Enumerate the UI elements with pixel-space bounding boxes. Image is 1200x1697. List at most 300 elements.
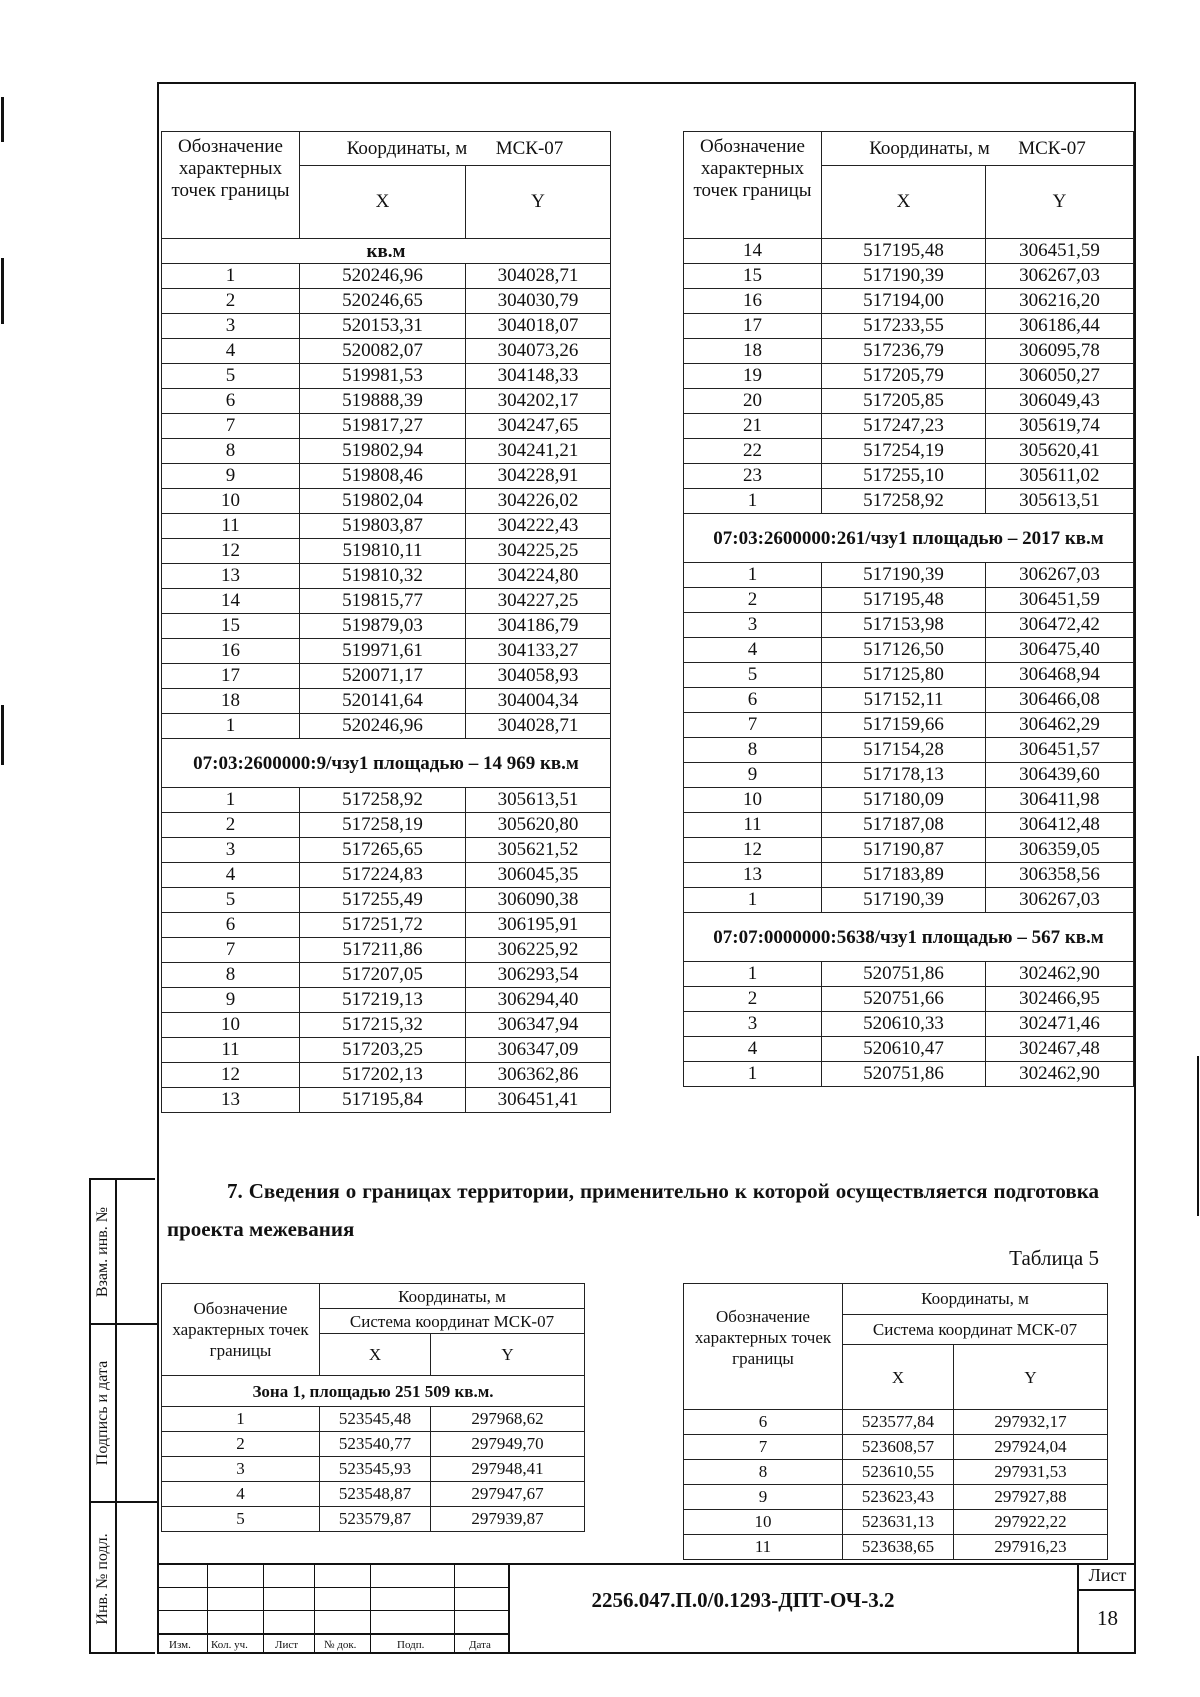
- coord-x: 523545,93: [320, 1457, 431, 1482]
- table-row: [684, 264, 1134, 289]
- coord-y: 297968,62: [431, 1407, 585, 1432]
- stamp-ndok: № док.: [324, 1639, 357, 1651]
- point-number: 6: [684, 688, 822, 713]
- table-row: [684, 688, 1134, 713]
- side-cell-vzam: [91, 1180, 157, 1325]
- point-number: 1: [162, 1407, 320, 1432]
- point-number: 13: [162, 564, 300, 589]
- table-row: [684, 314, 1134, 339]
- point-number: 1: [162, 714, 300, 739]
- table-row: [162, 1482, 585, 1507]
- coord-y: 302462,90: [986, 962, 1134, 987]
- table-row: [684, 738, 1134, 763]
- coord-y: 304241,21: [466, 439, 611, 464]
- coord-y: 304227,25: [466, 589, 611, 614]
- coord-x: 520246,96: [300, 264, 466, 289]
- coord-y: 297947,67: [431, 1482, 585, 1507]
- point-number: 1: [684, 563, 822, 588]
- coord-y: 306362,86: [466, 1063, 611, 1088]
- scan-mark: [1, 258, 4, 324]
- coord-y: 305619,74: [986, 414, 1134, 439]
- table-row: [162, 1432, 585, 1457]
- coord-y: 306347,09: [466, 1038, 611, 1063]
- point-number: 8: [684, 1460, 843, 1485]
- t5-header-coords: Координаты, м: [843, 1284, 1108, 1315]
- t5-header-y: Y: [954, 1345, 1108, 1410]
- table-row: [684, 289, 1134, 314]
- point-number: 8: [162, 963, 300, 988]
- coord-y: 305620,41: [986, 439, 1134, 464]
- coord-x: 520610,47: [822, 1037, 986, 1062]
- point-number: 7: [684, 713, 822, 738]
- t5-header-y: Y: [431, 1334, 585, 1376]
- coord-y: 297922,22: [954, 1510, 1108, 1535]
- table-row: [684, 1460, 1108, 1485]
- coord-x: 517190,39: [822, 888, 986, 913]
- point-number: 14: [684, 239, 822, 264]
- coord-x: 517159,66: [822, 713, 986, 738]
- side-label-podpis: Подпись и дата: [94, 1360, 111, 1466]
- point-number: 1: [684, 1062, 822, 1087]
- coord-x: 517195,48: [822, 588, 986, 613]
- table-row: [162, 489, 611, 514]
- coord-y: 306466,08: [986, 688, 1134, 713]
- coord-x: 517247,23: [822, 414, 986, 439]
- point-number: 11: [162, 514, 300, 539]
- t5-header-coords: Координаты, м: [320, 1284, 585, 1309]
- coord-x: 519981,53: [300, 364, 466, 389]
- point-number: 5: [162, 1507, 320, 1532]
- stamp-sheet-label: Лист: [1088, 1565, 1127, 1585]
- point-number: 18: [162, 689, 300, 714]
- point-number: 20: [684, 389, 822, 414]
- coord-x: 523631,13: [843, 1510, 954, 1535]
- coord-x: 519810,32: [300, 564, 466, 589]
- header-x: X: [822, 166, 986, 239]
- coord-x: 523579,87: [320, 1507, 431, 1532]
- table-row: [684, 489, 1134, 514]
- coord-y: 306451,59: [986, 239, 1134, 264]
- coord-y: 305620,80: [466, 813, 611, 838]
- section-number: 7.: [227, 1179, 243, 1203]
- point-number: 14: [162, 589, 300, 614]
- coord-y: 304028,71: [466, 264, 611, 289]
- coord-x: 517183,89: [822, 863, 986, 888]
- coord-y: 304228,91: [466, 464, 611, 489]
- coord-x: 517211,86: [300, 938, 466, 963]
- point-number: 11: [684, 813, 822, 838]
- coord-x: 517258,19: [300, 813, 466, 838]
- point-number: 10: [162, 489, 300, 514]
- coord-x: 523548,87: [320, 1482, 431, 1507]
- coord-x: 517153,98: [822, 613, 986, 638]
- coord-y: 304225,25: [466, 539, 611, 564]
- coords-table-right: [683, 131, 1134, 1087]
- coord-x: 519888,39: [300, 389, 466, 414]
- table-row: [162, 1407, 585, 1432]
- stamp-data: Дата: [469, 1639, 491, 1651]
- coord-y: 304222,43: [466, 514, 611, 539]
- coord-y: 304030,79: [466, 289, 611, 314]
- coord-x: 517190,39: [822, 264, 986, 289]
- point-number: 13: [162, 1088, 300, 1113]
- table-row: [684, 339, 1134, 364]
- table-row: [684, 439, 1134, 464]
- table-row: [162, 1507, 585, 1532]
- coord-y: 306451,59: [986, 588, 1134, 613]
- coord-x: 523623,43: [843, 1485, 954, 1510]
- table-row: [684, 888, 1134, 913]
- table-row: [684, 1435, 1108, 1460]
- table-row: [162, 988, 611, 1013]
- coord-y: 305613,51: [986, 489, 1134, 514]
- stamp-izm: Изм.: [169, 1639, 191, 1651]
- coord-y: 306451,57: [986, 738, 1134, 763]
- point-number: 7: [162, 938, 300, 963]
- header-coords: Координаты, м МСК-07: [822, 132, 1134, 166]
- point-number: 5: [162, 364, 300, 389]
- table-row: [162, 514, 611, 539]
- coord-y: 306267,03: [986, 264, 1134, 289]
- coord-x: 517190,39: [822, 563, 986, 588]
- coord-x: 519971,61: [300, 639, 466, 664]
- point-number: 2: [162, 813, 300, 838]
- coord-y: 306049,43: [986, 389, 1134, 414]
- scan-mark: [1, 97, 4, 142]
- coord-x: 523608,57: [843, 1435, 954, 1460]
- coord-y: 297949,70: [431, 1432, 585, 1457]
- table-row: [162, 614, 611, 639]
- coord-y: 306195,91: [466, 913, 611, 938]
- point-number: 12: [684, 838, 822, 863]
- point-number: 9: [684, 1485, 843, 1510]
- coord-x: 519879,03: [300, 614, 466, 639]
- coord-y: 306439,60: [986, 763, 1134, 788]
- table-row: [684, 763, 1134, 788]
- coord-x: 517254,19: [822, 439, 986, 464]
- point-number: 19: [684, 364, 822, 389]
- coord-y: 306359,05: [986, 838, 1134, 863]
- coord-x: 523638,65: [843, 1535, 954, 1560]
- coords-table-left: [161, 131, 611, 1113]
- coord-x: 517205,79: [822, 364, 986, 389]
- point-number: 4: [684, 1037, 822, 1062]
- point-number: 17: [684, 314, 822, 339]
- coord-y: 304018,07: [466, 314, 611, 339]
- side-label-vzam: Взам. инв. №: [94, 1206, 111, 1297]
- coord-x: 517258,92: [300, 788, 466, 813]
- table-row: [162, 414, 611, 439]
- point-number: 18: [684, 339, 822, 364]
- point-number: 15: [684, 264, 822, 289]
- point-number: 4: [684, 638, 822, 663]
- point-number: 1: [162, 264, 300, 289]
- table-row: [162, 464, 611, 489]
- stamp-podp: Подп.: [397, 1639, 425, 1651]
- table-row: [684, 239, 1134, 264]
- point-number: 7: [684, 1435, 843, 1460]
- table-row: [162, 589, 611, 614]
- coord-x: 517195,48: [822, 239, 986, 264]
- point-number: 2: [162, 1432, 320, 1457]
- coord-y: 306294,40: [466, 988, 611, 1013]
- section-caption: 07:03:2600000:9/чзу1 площадью – 14 969 кв.м: [162, 739, 611, 788]
- table-row: [684, 1510, 1108, 1535]
- point-number: 22: [684, 439, 822, 464]
- coord-x: 517152,11: [822, 688, 986, 713]
- coord-y: 304073,26: [466, 339, 611, 364]
- table-row: [162, 364, 611, 389]
- table-row: [684, 364, 1134, 389]
- coord-y: 297932,17: [954, 1410, 1108, 1435]
- table-row: [684, 962, 1134, 987]
- coord-x: 520246,65: [300, 289, 466, 314]
- header-coords: Координаты, м МСК-07: [300, 132, 611, 166]
- table-row: [162, 788, 611, 813]
- coord-x: 520071,17: [300, 664, 466, 689]
- table-row: [162, 289, 611, 314]
- section-caption-tail: кв.м: [162, 239, 611, 264]
- coord-x: 517187,08: [822, 813, 986, 838]
- table-row: [684, 464, 1134, 489]
- coord-y: 306186,44: [986, 314, 1134, 339]
- table-row: [684, 663, 1134, 688]
- coord-x: 519808,46: [300, 464, 466, 489]
- coord-y: 306216,20: [986, 289, 1134, 314]
- coord-x: 517190,87: [822, 838, 986, 863]
- table-row: [162, 639, 611, 664]
- table-row: [684, 1012, 1134, 1037]
- point-number: 15: [162, 614, 300, 639]
- coord-y: 306045,35: [466, 863, 611, 888]
- point-number: 3: [162, 1457, 320, 1482]
- point-number: 17: [162, 664, 300, 689]
- coord-x: 520751,86: [822, 962, 986, 987]
- point-number: 10: [162, 1013, 300, 1038]
- point-number: 1: [684, 489, 822, 514]
- coord-x: 517125,80: [822, 663, 986, 688]
- coord-y: 305621,52: [466, 838, 611, 863]
- table-row: [162, 1038, 611, 1063]
- point-number: 9: [684, 763, 822, 788]
- section-title: Сведения о границах территории, применительно к которой осуществляется подготовка проекта межевания: [167, 1179, 1099, 1241]
- table-row: [684, 414, 1134, 439]
- coord-y: 306267,03: [986, 563, 1134, 588]
- header-x: X: [300, 166, 466, 239]
- table-row: [162, 339, 611, 364]
- table-row: [162, 913, 611, 938]
- coord-y: 306090,38: [466, 888, 611, 913]
- coord-y: 306347,94: [466, 1013, 611, 1038]
- table-row: [162, 439, 611, 464]
- point-number: 3: [684, 1012, 822, 1037]
- scan-mark: [1, 705, 4, 765]
- coord-x: 517203,25: [300, 1038, 466, 1063]
- scan-mark: [1197, 1056, 1199, 1216]
- point-number: 4: [162, 863, 300, 888]
- point-number: 5: [162, 888, 300, 913]
- point-number: 12: [162, 539, 300, 564]
- table-row: [162, 664, 611, 689]
- t5-header-x: X: [843, 1345, 954, 1410]
- coord-y: 302467,48: [986, 1037, 1134, 1062]
- coord-x: 517255,49: [300, 888, 466, 913]
- point-number: 1: [162, 788, 300, 813]
- coord-y: 306411,98: [986, 788, 1134, 813]
- coord-x: 520246,96: [300, 714, 466, 739]
- coord-y: 304224,80: [466, 564, 611, 589]
- coord-y: 306225,92: [466, 938, 611, 963]
- point-number: 3: [162, 314, 300, 339]
- table-row: [684, 788, 1134, 813]
- table-row: [684, 1410, 1108, 1435]
- point-number: 1: [684, 962, 822, 987]
- coord-x: 517180,09: [822, 788, 986, 813]
- section-7-heading: [167, 1172, 1099, 1248]
- point-number: 16: [684, 289, 822, 314]
- table-row: [684, 838, 1134, 863]
- table-row: [162, 963, 611, 988]
- table-row: [162, 1013, 611, 1038]
- coord-y: 297931,53: [954, 1460, 1108, 1485]
- coord-x: 520610,33: [822, 1012, 986, 1037]
- coord-y: 306472,42: [986, 613, 1134, 638]
- table-row: [162, 314, 611, 339]
- point-number: 4: [162, 1482, 320, 1507]
- coord-y: 304148,33: [466, 364, 611, 389]
- stamp-kol: Кол. уч.: [211, 1639, 248, 1651]
- table-row: [162, 1088, 611, 1113]
- coord-x: 517265,65: [300, 838, 466, 863]
- point-number: 5: [684, 663, 822, 688]
- table-row: [162, 264, 611, 289]
- zone-caption: Зона 1, площадью 251 509 кв.м.: [162, 1376, 585, 1407]
- coord-x: 519815,77: [300, 589, 466, 614]
- document-code: 2256.047.П.0/0.1293-ДПТ-ОЧ-3.2: [591, 1588, 895, 1612]
- coord-x: 517205,85: [822, 389, 986, 414]
- coord-x: 517178,13: [822, 763, 986, 788]
- point-number: 4: [162, 339, 300, 364]
- coord-y: 297948,41: [431, 1457, 585, 1482]
- table-row: [684, 563, 1134, 588]
- coord-x: 517194,00: [822, 289, 986, 314]
- table-row: [162, 863, 611, 888]
- coord-x: 519810,11: [300, 539, 466, 564]
- coord-y: 306468,94: [986, 663, 1134, 688]
- point-number: 9: [162, 988, 300, 1013]
- table-row: [684, 1535, 1108, 1560]
- coord-y: 306293,54: [466, 963, 611, 988]
- coord-x: 520153,31: [300, 314, 466, 339]
- coord-y: 304186,79: [466, 614, 611, 639]
- t5-header-label: Обозначение характерных точек границы: [684, 1284, 843, 1410]
- point-number: 23: [684, 464, 822, 489]
- t5-header-system: Система координат МСК-07: [843, 1314, 1108, 1345]
- point-number: 6: [162, 389, 300, 414]
- coord-x: 520751,66: [822, 987, 986, 1012]
- coord-y: 302466,95: [986, 987, 1134, 1012]
- coord-y: 304058,93: [466, 664, 611, 689]
- coord-x: 517236,79: [822, 339, 986, 364]
- t5-header-x: X: [320, 1334, 431, 1376]
- table-row: [684, 1485, 1108, 1510]
- point-number: 2: [684, 588, 822, 613]
- coord-y: 306050,27: [986, 364, 1134, 389]
- table-row: [162, 813, 611, 838]
- coord-y: 306451,41: [466, 1088, 611, 1113]
- coord-x: 523577,84: [843, 1410, 954, 1435]
- point-number: 2: [684, 987, 822, 1012]
- coord-y: 304202,17: [466, 389, 611, 414]
- coord-x: 519803,87: [300, 514, 466, 539]
- table-row: [162, 1457, 585, 1482]
- coord-y: 304226,02: [466, 489, 611, 514]
- table-row: [684, 713, 1134, 738]
- point-number: 7: [162, 414, 300, 439]
- side-strip: [89, 1178, 155, 1654]
- coord-x: 520141,64: [300, 689, 466, 714]
- table-row: [684, 613, 1134, 638]
- table5-right: [683, 1283, 1108, 1560]
- point-number: 8: [684, 738, 822, 763]
- coord-x: 517258,92: [822, 489, 986, 514]
- header-y: Y: [986, 166, 1134, 239]
- table5-left: [161, 1283, 585, 1532]
- coord-y: 306358,56: [986, 863, 1134, 888]
- coord-x: 517195,84: [300, 1088, 466, 1113]
- coord-x: 519802,94: [300, 439, 466, 464]
- point-number: 10: [684, 1510, 843, 1535]
- point-number: 11: [162, 1038, 300, 1063]
- table-row: [162, 689, 611, 714]
- header-label: Обозначение характерных точек границы: [684, 132, 822, 239]
- coord-x: 519802,04: [300, 489, 466, 514]
- point-number: 3: [684, 613, 822, 638]
- side-label-inv: Инв. № подл.: [94, 1532, 111, 1625]
- coord-y: 304028,71: [466, 714, 611, 739]
- table-row: [162, 838, 611, 863]
- coord-x: 517251,72: [300, 913, 466, 938]
- coord-x: 519817,27: [300, 414, 466, 439]
- coord-x: 523545,48: [320, 1407, 431, 1432]
- table-row: [162, 938, 611, 963]
- coord-x: 517126,50: [822, 638, 986, 663]
- point-number: 9: [162, 464, 300, 489]
- header-y: Y: [466, 166, 611, 239]
- point-number: 6: [684, 1410, 843, 1435]
- coord-y: 302471,46: [986, 1012, 1134, 1037]
- table-row: [162, 389, 611, 414]
- coord-y: 306462,29: [986, 713, 1134, 738]
- point-number: 21: [684, 414, 822, 439]
- coord-y: 297939,87: [431, 1507, 585, 1532]
- coord-x: 520082,07: [300, 339, 466, 364]
- side-cell-inv: [91, 1503, 157, 1654]
- coord-y: 302462,90: [986, 1062, 1134, 1087]
- coord-x: 517215,32: [300, 1013, 466, 1038]
- point-number: 11: [684, 1535, 843, 1560]
- point-number: 8: [162, 439, 300, 464]
- point-number: 2: [162, 289, 300, 314]
- section-caption: 07:03:2600000:261/чзу1 площадью – 2017 кв.м: [684, 514, 1134, 563]
- table-row: [162, 539, 611, 564]
- point-number: 16: [162, 639, 300, 664]
- table-row: [162, 564, 611, 589]
- table-row: [684, 863, 1134, 888]
- point-number: 6: [162, 913, 300, 938]
- table-5-label: Таблица 5: [1009, 1246, 1099, 1270]
- point-number: 3: [162, 838, 300, 863]
